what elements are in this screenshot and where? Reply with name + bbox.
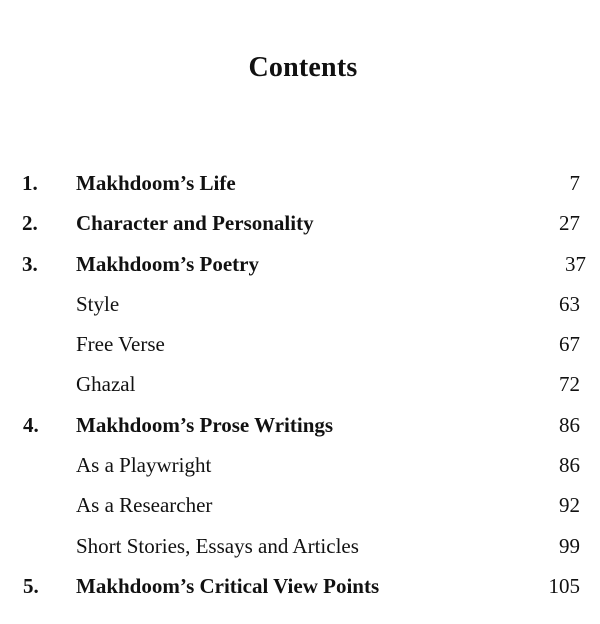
toc-entry-chapter-4	[0, 410, 600, 450]
section-title: As a Playwright	[76, 453, 212, 478]
section-title: Free Verse	[76, 332, 165, 357]
table-of-contents	[0, 168, 600, 611]
section-title: Style	[76, 291, 120, 316]
chapter-title: Character and Personality	[76, 211, 314, 236]
toc-entry-section	[0, 490, 600, 530]
page-number: 92	[559, 493, 580, 518]
chapter-title: Makhdoom’s Life	[76, 171, 236, 195]
chapter-title: Makhdoom’s Prose Writings	[76, 412, 334, 437]
page-number: 7	[569, 171, 580, 195]
toc-entry-section	[0, 531, 600, 571]
page-number: 86	[559, 453, 580, 478]
chapter-number: 1.	[22, 171, 38, 195]
chapter-number: 5.	[23, 573, 39, 598]
toc-entry-section	[0, 289, 600, 329]
toc-entry-section	[0, 369, 600, 409]
page-number: 37	[565, 251, 586, 276]
page-number: 86	[559, 412, 580, 437]
chapter-number: 4.	[23, 412, 39, 437]
toc-entry-chapter-3	[0, 249, 600, 289]
page-number: 99	[559, 533, 580, 558]
toc-entry-chapter-1	[0, 168, 600, 208]
chapter-title: Makhdoom’s Poetry	[76, 251, 259, 276]
page-number: 72	[559, 372, 580, 397]
chapter-title: Makhdoom’s Critical View Points	[76, 573, 380, 598]
page-title: Contents	[248, 52, 358, 83]
section-title: Short Stories, Essays and Articles	[76, 533, 359, 558]
toc-entry-section	[0, 329, 600, 369]
toc-entry-chapter-2	[0, 208, 600, 248]
section-title: As a Researcher	[76, 493, 213, 518]
page-number: 27	[559, 211, 580, 236]
page-number: 105	[548, 573, 580, 598]
toc-entry-chapter-5	[0, 571, 600, 611]
page-number: 63	[559, 291, 580, 316]
section-title: Ghazal	[76, 372, 136, 397]
toc-entry-section	[0, 450, 600, 490]
page-number: 67	[559, 332, 580, 357]
chapter-number: 2.	[22, 211, 38, 236]
chapter-number: 3.	[22, 251, 38, 276]
